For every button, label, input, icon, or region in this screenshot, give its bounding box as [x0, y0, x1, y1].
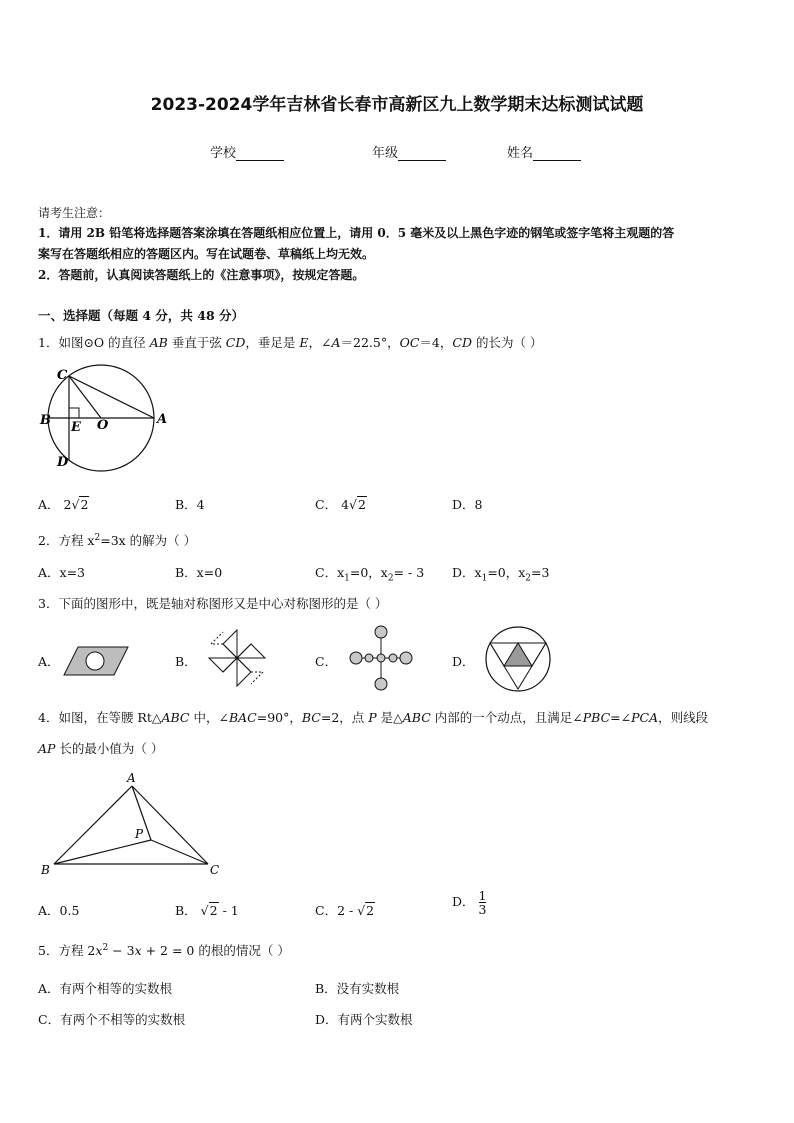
q2-option-d[interactable]: D．$x_1=0$，$x_2=3$: [452, 565, 550, 584]
q4-option-b[interactable]: B． √2 - 1: [175, 903, 239, 918]
q1-option-c[interactable]: C． 4√2: [315, 497, 366, 512]
q5-option-d[interactable]: D．有两个实数根: [315, 1012, 413, 1027]
q3-option-c-label[interactable]: C．: [315, 654, 338, 669]
notice-heading: 请考生注意：: [38, 206, 111, 220]
q2-option-a[interactable]: A．x=3: [38, 565, 86, 580]
label-e: E: [71, 420, 81, 435]
question-4-stem-line-2: AP 长的最小值为（ ）: [38, 741, 164, 756]
grade-field: [372, 142, 446, 161]
question-4-triangle-figure: [38, 770, 228, 880]
page-title: 2023-2024学年吉林省长春市高新区九上数学期末达标测试试题: [150, 95, 644, 115]
school-blank: [236, 148, 284, 161]
q5-option-b[interactable]: B．没有实数根: [315, 981, 400, 996]
notice-item-1-line-1: 1．请用 2B 铅笔将选择题答案涂填在答题纸相应位置上，请用 0．5 毫米及以上黑色字迹的钢笔或签字笔将主观题的答: [38, 226, 675, 240]
fraction-one-third: $\frac{1}{3}$: [478, 888, 487, 917]
q4-option-d[interactable]: D． $\frac{1}{3}$: [452, 888, 487, 917]
q1-option-a[interactable]: A． 2√2: [38, 497, 89, 512]
label-b: B: [40, 413, 51, 428]
q3-option-b-label[interactable]: B．: [175, 654, 197, 669]
q3-option-d-label[interactable]: D．: [452, 654, 475, 669]
question-3-stem: 3．下面的图形中，既是轴对称图形又是中心对称图形的是（ ）: [38, 596, 388, 611]
name-field: [507, 142, 581, 161]
q1-option-d[interactable]: D．8: [452, 497, 483, 512]
question-5-stem: 5．方程 $2x^2 - 3x + 2 = 0$ 的根的情况（ ）: [38, 942, 290, 958]
q3-option-d-circle-triangle-figure[interactable]: [484, 625, 552, 693]
q4-option-a[interactable]: A．0.5: [38, 903, 80, 918]
label-d: D: [57, 455, 69, 470]
school-field: [210, 142, 284, 161]
label-a: A: [157, 412, 168, 427]
label-a: A: [127, 771, 136, 785]
q1-option-b[interactable]: B．4: [175, 497, 205, 512]
school-label: 学校: [210, 146, 237, 161]
label-c: C: [57, 368, 68, 383]
q2-option-b[interactable]: B．x=0: [175, 565, 223, 580]
q4-option-c[interactable]: C．2 - √2: [315, 903, 375, 918]
grade-label: 年级: [372, 146, 399, 161]
q3-option-b-pinwheel-figure[interactable]: [203, 627, 271, 689]
q5-option-c[interactable]: C．有两个不相等的实数根: [38, 1012, 186, 1027]
question-2-stem: 2．方程 $x^2=3x$ 的解为（ ）: [38, 532, 197, 548]
question-4-stem-line-1: 4．如图，在等腰 Rt△ABC 中，∠BAC=90°，BC=2，点 P 是△ABC 内部的一个动点，且满足∠PBC=∠PCA，则线段: [38, 710, 709, 725]
q2-option-c[interactable]: C．$x_1=0$，$x_2= - 3$: [315, 565, 425, 584]
label-p: P: [135, 827, 144, 841]
q5-option-a[interactable]: A．有两个相等的实数根: [38, 981, 173, 996]
question-1-circle-figure: [38, 362, 178, 472]
grade-blank: [398, 148, 446, 161]
label-o: O: [97, 418, 109, 433]
section-heading: 一、选择题（每题 4 分，共 48 分）: [38, 308, 245, 323]
label-c: C: [210, 863, 220, 877]
name-label: 姓名: [507, 146, 534, 161]
notice-item-1-line-2: 案写在答题纸相应的答题区内。写在试题卷、草稿纸上均无效。: [38, 247, 375, 261]
name-blank: [533, 148, 581, 161]
q3-option-a-parallelogram-figure[interactable]: [62, 645, 130, 677]
notice-item-2: 2．答题前，认真阅读答题纸上的《注意事项》，按规定答题。: [38, 268, 365, 282]
q3-option-a-label[interactable]: A．: [38, 654, 60, 669]
label-b: B: [41, 863, 50, 877]
question-1-stem: 1．如图⊙O 的直径 AB 垂直于弦 CD，垂足是 E，∠A＝22.5°，OC＝4，CD 的长为（ ）: [38, 335, 543, 350]
q3-option-c-dots-cross-figure[interactable]: [348, 626, 414, 690]
